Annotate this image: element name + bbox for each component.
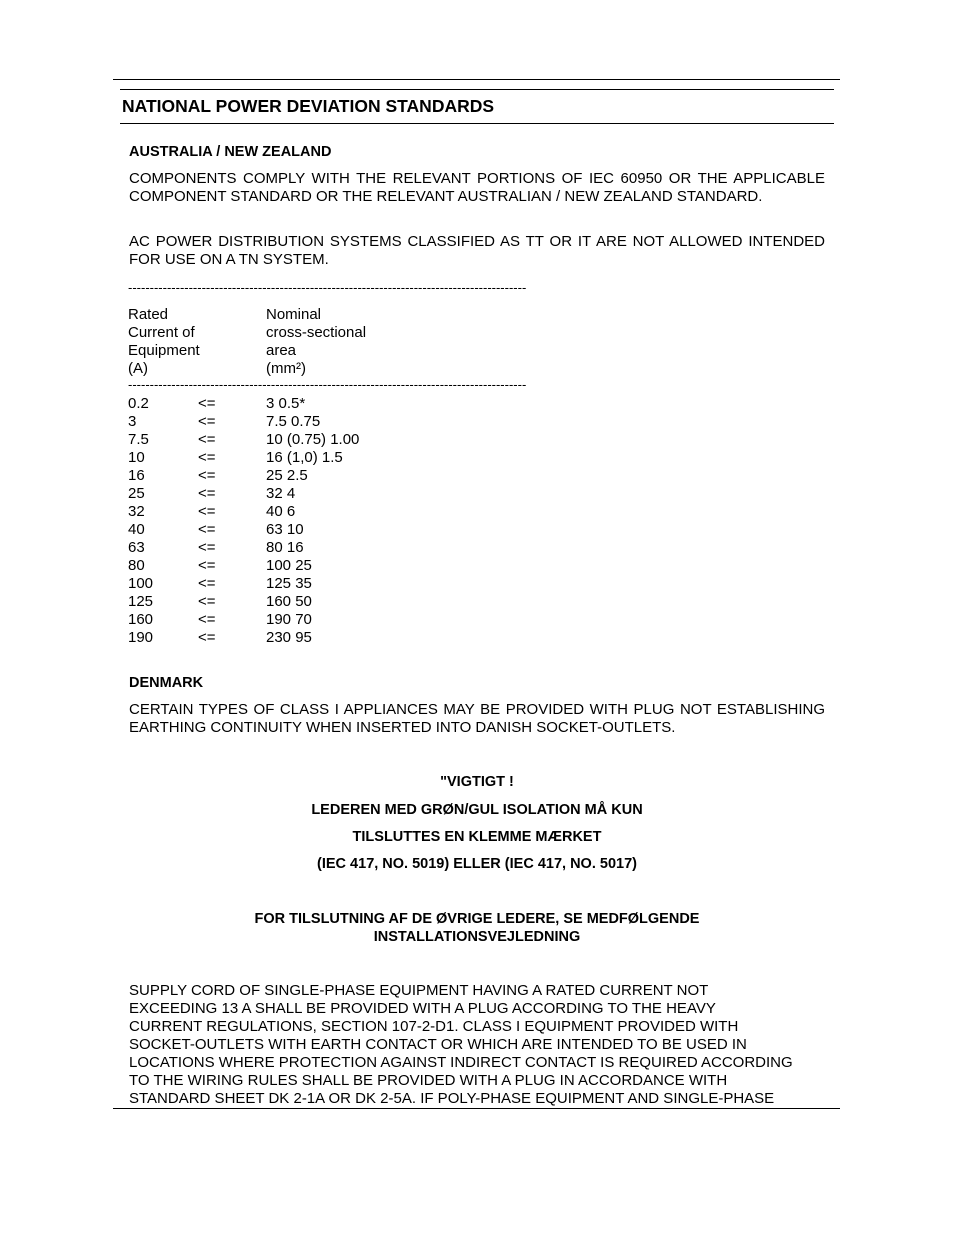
header-current-line: Rated: [128, 306, 169, 323]
notice-line: TILSLUTTES EN KLEMME MÆRKET: [352, 829, 602, 845]
section-heading-australia: AUSTRALIA / NEW ZEALAND: [129, 144, 332, 160]
page-title: NATIONAL POWER DEVIATION STANDARDS: [122, 96, 495, 116]
australia-paragraph-2: AC POWER DISTRIBUTION SYSTEMS CLASSIFIED AS TT OR IT ARE NOT ALLOWED INTENDED FOR USE ON A TN SYSTEM.: [129, 233, 825, 268]
supply-cord-line: EXCEEDING 13 A SHALL BE PROVIDED WITH A PLUG ACCORDING TO THE HEAVY: [129, 1000, 716, 1017]
header-current-line: Equipment: [128, 342, 200, 359]
supply-cord-line: LOCATIONS WHERE PROTECTION AGAINST INDIRECT CONTACT IS REQUIRED ACCORDING: [129, 1054, 793, 1071]
notice-line: FOR TILSLUTNING AF DE ØVRIGE LEDERE, SE MEDFØLGENDE: [254, 911, 700, 927]
supply-cord-line: SOCKET-OUTLETS WITH EARTH CONTACT OR WHICH ARE INTENDED TO BE USED IN: [129, 1036, 747, 1053]
header-area-line: (mm²): [266, 360, 306, 377]
table-separator-top: --------------------------------------------------------------------------------------------: [128, 280, 527, 295]
header-area-line: cross-sectional: [266, 324, 367, 341]
notice-line: (IEC 417, NO. 5019) ELLER (IEC 417, NO. 5017): [317, 856, 637, 872]
header-current-line: Current of: [128, 324, 195, 341]
supply-cord-line: STANDARD SHEET DK 2-1A OR DK 2-5A. IF POLY-PHASE EQUIPMENT AND SINGLE-PHASE: [129, 1090, 775, 1107]
header-current-line: (A): [128, 360, 148, 377]
table-separator-bottom: --------------------------------------------------------------------------------------------: [128, 377, 527, 392]
header-area-line: area: [266, 342, 297, 359]
supply-cord-line: TO THE WIRING RULES SHALL BE PROVIDED WITH A PLUG IN ACCORDANCE WITH: [129, 1072, 728, 1089]
notice-line: INSTALLATIONSVEJLEDNING: [373, 929, 581, 945]
bottom-rule: [113, 1108, 840, 1109]
title-top-rule: [120, 89, 834, 90]
notice-line: LEDEREN MED GRØN/GUL ISOLATION MÅ KUN: [311, 802, 643, 818]
section-heading-denmark: DENMARK: [129, 675, 204, 691]
denmark-paragraph-1: CERTAIN TYPES OF CLASS I APPLIANCES MAY BE PROVIDED WITH PLUG NOT ESTABLISHING EARTHING CONTINUITY WHEN INSERTED INTO DANISH SOCKET-OUTLETS.: [129, 701, 825, 736]
title-bottom-rule: [120, 123, 834, 124]
australia-paragraph-1: COMPONENTS COMPLY WITH THE RELEVANT PORTIONS OF IEC 60950 OR THE APPLICABLE COMPONENT STANDARD OR THE RELEVANT AUSTRALIAN / NEW ZEALAND STANDARD.: [129, 170, 825, 205]
table-header-area: [266, 306, 366, 378]
top-rule: [113, 79, 840, 80]
supply-cord-line: CURRENT REGULATIONS, SECTION 107-2-D1. CLASS I EQUIPMENT PROVIDED WITH: [129, 1018, 739, 1035]
table-header-current: [128, 306, 200, 378]
notice-line: "VIGTIGT !: [440, 774, 514, 790]
supply-cord-line: SUPPLY CORD OF SINGLE-PHASE EQUIPMENT HAVING A RATED CURRENT NOT: [129, 982, 709, 999]
header-area-line: Nominal: [266, 306, 322, 323]
